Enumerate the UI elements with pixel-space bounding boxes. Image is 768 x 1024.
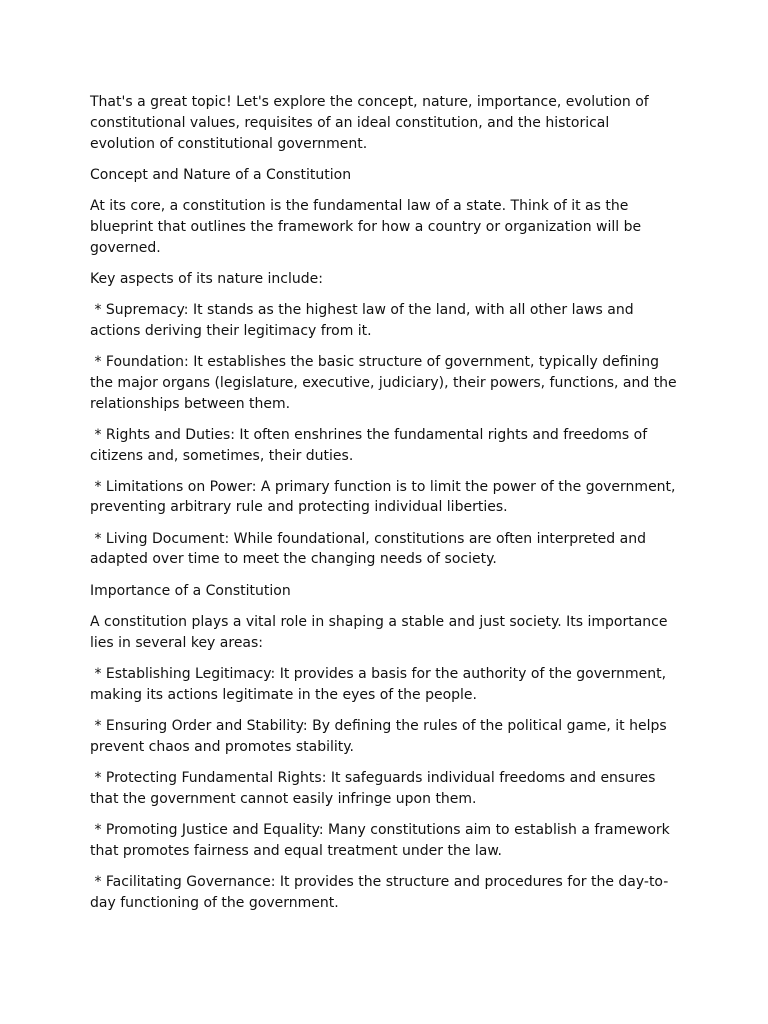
intro-paragraph: That's a great topic! Let's explore the concept, nature, importance, evolution of constitutional values, requisites of an ideal constitution, and the historical evolution of constitutional government. bbox=[90, 94, 654, 152]
list-item-justice-equality: * Promoting Justice and Equality: Many constitutions aim to establish a framework that promotes fairness and equal treatment under the law. bbox=[90, 821, 675, 859]
list-item-legitimacy: * Establishing Legitimacy: It provides a basis for the authority of the government, making its actions legitimate in the eyes of the people. bbox=[90, 665, 671, 703]
nature-intro-paragraph: Key aspects of its nature include: bbox=[90, 270, 323, 287]
list-item-living-document: * Living Document: While foundational, constitutions are often interpreted and adapted over time to meet the changing needs of society. bbox=[90, 530, 651, 568]
concept-paragraph: At its core, a constitution is the fundamental law of a state. Think of it as the blueprint that outlines the framework for how a country or organization will be governed. bbox=[90, 197, 646, 256]
list-item-foundation: * Foundation: It establishes the basic structure of government, typically defining the major organs (legislature, executive, judiciary), their powers, functions, and the relationships between them. bbox=[90, 353, 682, 412]
list-item-rights-duties: * Rights and Duties: It often enshrines the fundamental rights and freedoms of citizens and, sometimes, their duties. bbox=[90, 426, 652, 464]
list-item-governance: * Facilitating Governance: It provides the structure and procedures for the day-to-day functioning of the government. bbox=[90, 873, 669, 911]
list-item-supremacy: * Supremacy: It stands as the highest law of the land, with all other laws and actions deriving their legitimacy from it. bbox=[90, 301, 639, 339]
section-heading-concept: Concept and Nature of a Constitution bbox=[90, 166, 352, 183]
list-item-fundamental-rights: * Protecting Fundamental Rights: It safeguards individual freedoms and ensures that the government cannot easily infringe upon them. bbox=[90, 769, 660, 807]
section-heading-importance: Importance of a Constitution bbox=[90, 582, 291, 599]
list-item-limitations: * Limitations on Power: A primary function is to limit the power of the government, preventing arbitrary rule and protecting individual liberties. bbox=[90, 478, 680, 516]
list-item-order-stability: * Ensuring Order and Stability: By defining the rules of the political game, it helps prevent chaos and promotes stability. bbox=[90, 717, 672, 755]
importance-paragraph: A constitution plays a vital role in shaping a stable and just society. Its importance lies in several key areas: bbox=[90, 613, 672, 651]
